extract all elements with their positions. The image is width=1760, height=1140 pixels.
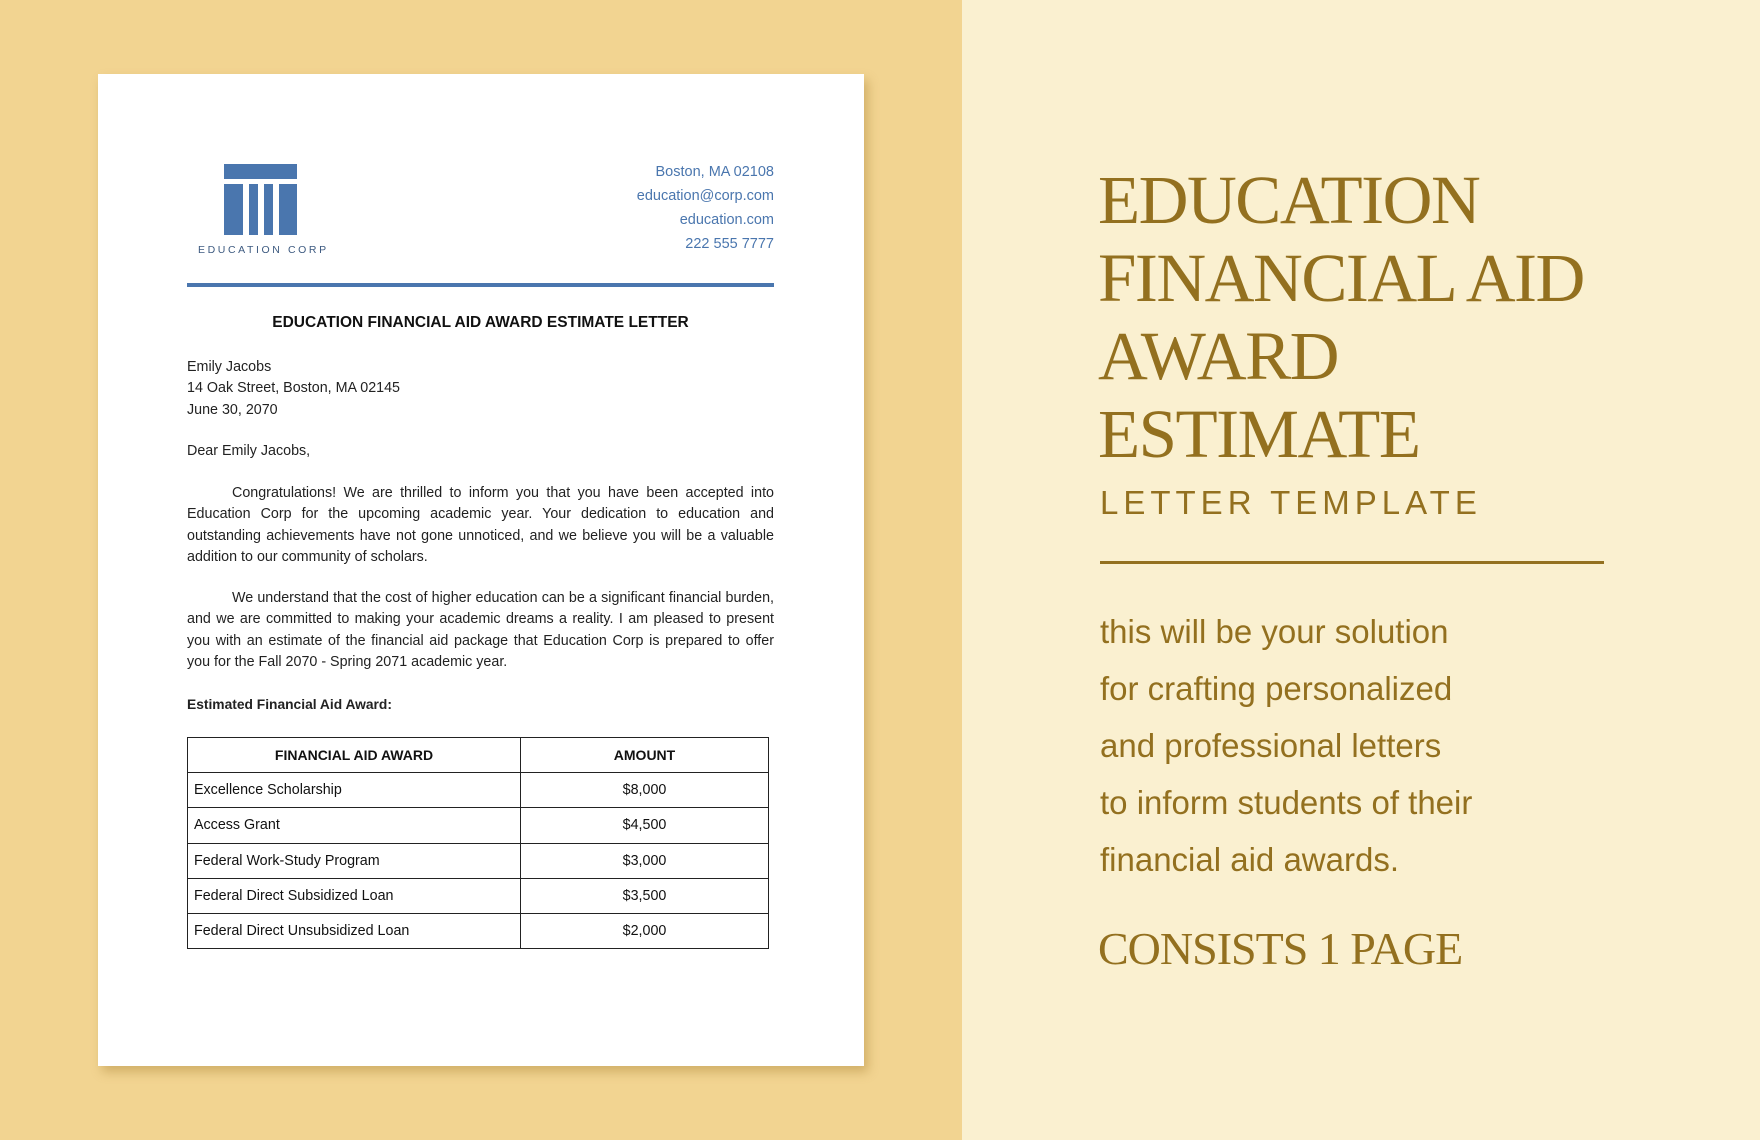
table-row (188, 808, 769, 843)
promo-description-line: for crafting personalized (1100, 670, 1453, 707)
award-amount: $4,500 (521, 808, 769, 843)
promo-subtitle: LETTER TEMPLATE (1100, 484, 1482, 521)
table-row (188, 843, 769, 878)
contact-email: education@corp.com (636, 188, 774, 204)
letter-heading: EDUCATION FINANCIAL AID AWARD ESTIMATE LETTER (272, 314, 689, 331)
award-amount: $3,000 (521, 843, 769, 878)
logo-icon (224, 164, 297, 179)
promo-description-line: to inform students of their (1100, 784, 1473, 821)
award-amount: $8,000 (521, 773, 769, 808)
column-header: FINANCIAL AID AWARD (188, 738, 521, 773)
promo-description-line: this will be your solution (1100, 613, 1449, 650)
table-row (188, 878, 769, 913)
table-label: Estimated Financial Aid Award: (187, 697, 392, 712)
promo-description-line: financial aid awards. (1100, 841, 1399, 878)
contact-address: Boston, MA 02108 (655, 164, 774, 180)
column-header: AMOUNT (521, 738, 769, 773)
recipient-address: 14 Oak Street, Boston, MA 02145 (187, 380, 400, 397)
logo-column (279, 184, 297, 235)
salutation: Dear Emily Jacobs, (187, 443, 311, 459)
aid-table (187, 737, 769, 949)
paragraph: Congratulations! We are thrilled to inform you that you have been accepted into Education Corp for the upcoming academic year. Your dedication to education and outstanding achievements have not gone unnoticed, and we believe you will be a valuable addition to our community of scholars. (187, 485, 774, 565)
promo-panel (962, 0, 1760, 1140)
table-header-row (188, 738, 769, 773)
award-name: Federal Direct Subsidized Loan (188, 878, 521, 913)
promo-title-line: EDUCATION (1098, 162, 1480, 238)
award-name: Federal Direct Unsubsidized Loan (188, 913, 521, 948)
header-divider (187, 283, 774, 287)
contact-website: education.com (679, 212, 774, 228)
promo-divider (1100, 561, 1604, 564)
letter-page (98, 74, 864, 1066)
logo-column (224, 184, 243, 235)
logo-text: EDUCATION CORP (198, 244, 329, 256)
logo-column (249, 184, 258, 235)
contact-phone: 222 555 7777 (685, 236, 774, 252)
award-amount: $2,000 (521, 913, 769, 948)
letter-date: June 30, 2070 (187, 401, 278, 418)
recipient-name: Emily Jacobs (187, 359, 272, 375)
table-row (188, 773, 769, 808)
award-amount: $3,500 (521, 878, 769, 913)
promo-title-line: FINANCIAL AID (1098, 240, 1584, 316)
recipient-block (187, 357, 774, 421)
promo-title-line: ESTIMATE (1098, 396, 1420, 472)
page-count: CONSISTS 1 PAGE (1098, 923, 1463, 974)
promo-title-line: AWARD (1098, 318, 1338, 394)
award-name: Excellence Scholarship (188, 773, 521, 808)
award-name: Federal Work-Study Program (188, 843, 521, 878)
award-name: Access Grant (188, 808, 521, 843)
logo-column (264, 184, 273, 235)
promo-description-line: and professional letters (1100, 727, 1442, 764)
table-row (188, 913, 769, 948)
paragraph: We understand that the cost of higher education can be a significant financial burden, and we are committed to making your academic dreams a reality. I am pleased to present you with an estimate of the financial aid package that Education Corp is prepared to offer you for the Fall 2070 - Spring 2071 academic year. (187, 590, 774, 670)
